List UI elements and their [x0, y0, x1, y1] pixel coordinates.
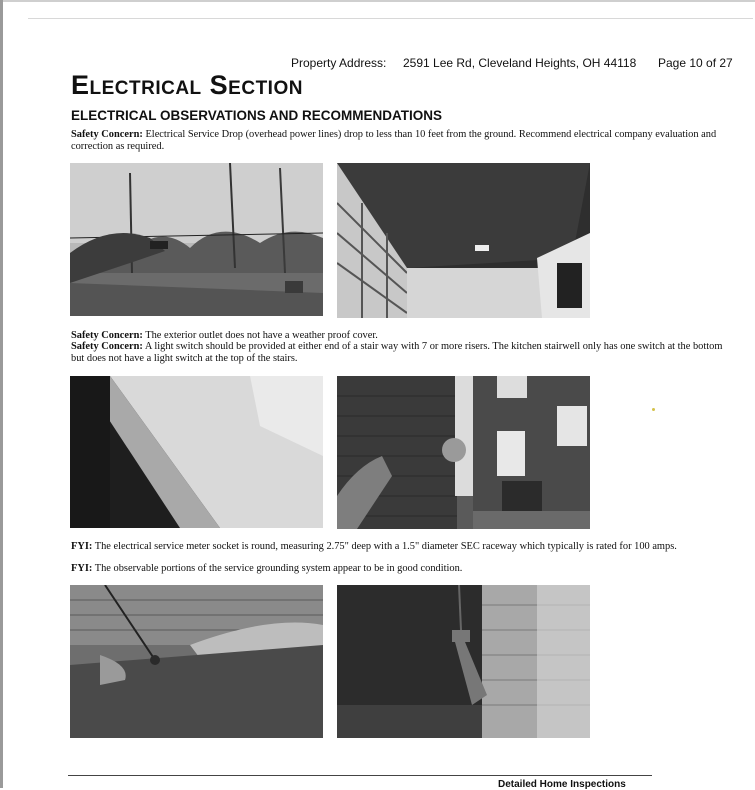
- section-title: Electrical Section: [71, 70, 303, 100]
- observation-text: The exterior outlet does not have a weather proof cover.: [142, 330, 378, 341]
- property-address: 2591 Lee Rd, Cleveland Heights, OH 44118: [403, 56, 637, 70]
- footer-rule: [68, 775, 652, 776]
- scan-shadow: [0, 0, 3, 788]
- observation-2: [71, 330, 731, 342]
- observation-label: FYI:: [71, 541, 93, 552]
- photo-basement-clamp: [337, 585, 590, 738]
- observation-label: Safety Concern:: [71, 129, 143, 140]
- observation-label: Safety Concern:: [71, 341, 143, 352]
- photo-meter-socket: [337, 376, 590, 529]
- subsection-title: ELECTRICAL OBSERVATIONS AND RECOMMENDATIONS: [71, 108, 443, 123]
- photo-porch-ceiling: [337, 163, 590, 318]
- photo-stairwell: [70, 376, 323, 528]
- observation-label: Safety Concern:: [71, 330, 143, 341]
- footer-company: Detailed Home Inspections: [498, 779, 626, 790]
- observation-text: The observable portions of the service grounding system appear to be in good condition.: [92, 563, 463, 574]
- observation-3: [71, 341, 731, 364]
- scan-edge: [0, 0, 755, 2]
- scan-speck: [652, 408, 655, 411]
- address-label: Property Address:: [291, 56, 387, 70]
- observation-text: The electrical service meter socket is round, measuring 2.75" deep with a 1.5" diameter SEC raceway which typically is rated for 100 amps.: [92, 541, 677, 552]
- page-number: Page 10 of 27: [658, 56, 733, 70]
- observation-4: [71, 541, 731, 553]
- observation-5: [71, 563, 731, 575]
- photo-power-lines: [70, 163, 323, 316]
- observation-text: Electrical Service Drop (overhead power lines) drop to less than 10 feet from the ground. Recommend electrical company evaluation and correction as required.: [71, 129, 717, 152]
- observation-1: [71, 129, 731, 152]
- photo-grounding-wire: [70, 585, 323, 738]
- top-rule: [28, 18, 753, 19]
- observation-text: A light switch should be provided at either end of a stair way with 7 or more risers. The kitchen stairwell only has one switch at the bottom but does not have a light switch at the top of the stairs.: [71, 341, 723, 364]
- observation-label: FYI:: [71, 563, 93, 574]
